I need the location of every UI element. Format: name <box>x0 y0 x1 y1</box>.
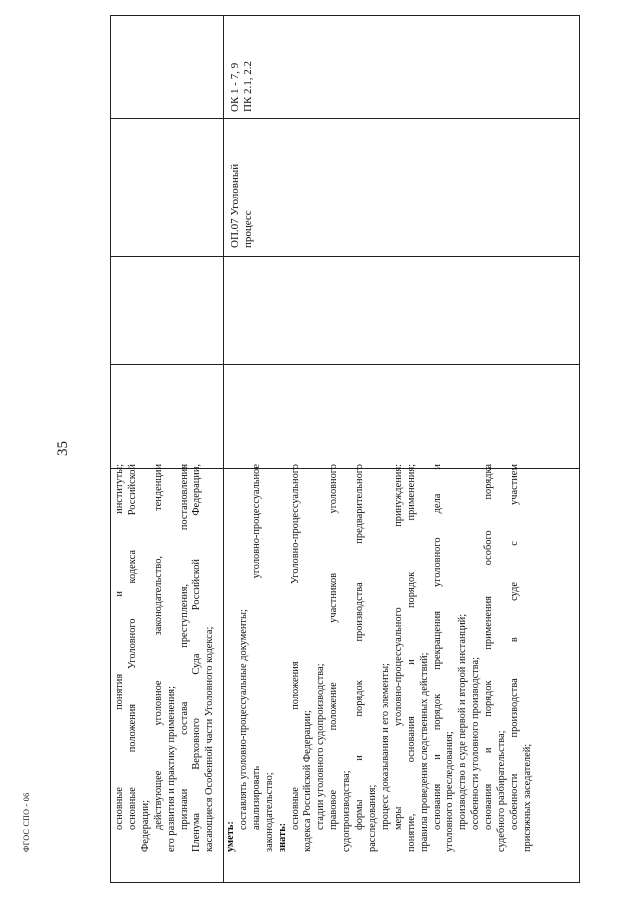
column-divider <box>223 16 224 882</box>
previous-row-content: основные понятия и институты; основные положения Уголовного кодекса Российской Федерации; действующее уголовное законодательство, тенденции его развития и практику применения; признаки состава преступления, постановления Пленума Верховного Суда Российской Федерации, касающиеся Особенной части Уголовного кодекса; <box>114 464 216 852</box>
discipline-content: уметь: составлять уголовно-процессуальные документы; анализировать уголовно-процессуальное законодательство; знать: основные положения Уголовно-процессуального кодекса Российской Федерации; стадии уголовного судопроизводства; правовое положение участников уголовного судопроизводства; формы и порядок производства предварительного расследования; процесс доказывания и его элементы; меры уголовно-процессуального принуждения: понятие, основания и порядок применения; правила проведения следственных действий; основания и порядок прекращения уголовного дела и уголовного преследования; производство в суде первой и второй инстанций; особенности уголовного производства; основания и порядок применения особого порядка судебного разбирательства; особенности производства в суде с участием присяжных заседателей; <box>225 464 533 852</box>
discipline-name: ОП.07 Уголовный процесс <box>229 163 254 248</box>
page-number: 35 <box>55 441 71 456</box>
row-divider <box>111 118 579 119</box>
row-divider <box>111 256 579 257</box>
skills-label: уметь: <box>225 821 236 852</box>
footer-code: ФГОС СПО - 06 <box>22 792 31 852</box>
knowledge-label: знать: <box>276 822 288 852</box>
row-divider <box>111 364 579 365</box>
competency-codes: ОК 1 - 7, 9 ПК 2.1, 2.2 <box>229 60 254 112</box>
